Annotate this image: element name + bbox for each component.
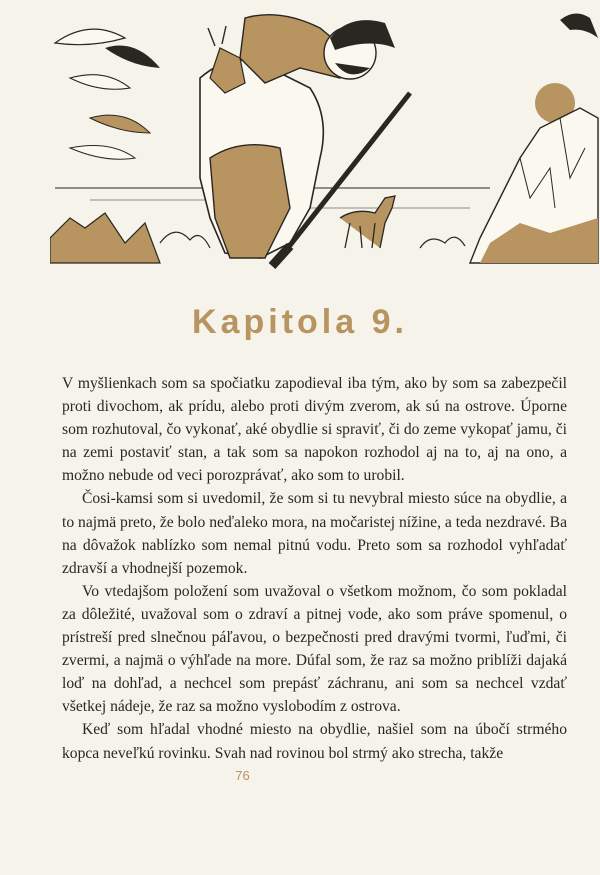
paragraph: Čosi-kamsi som si uvedomil, že som si tu nevybral miesto súce na obydlie, a to najmä preto, že bolo neďaleko mora, na močaristej nížine, a teda nezdravé. Ba na dôvažok nablízko som nemal pitnú vodu. Preto som sa rozhodol vyhľadať zdravší a vhodnejší pozemok. <box>62 490 567 577</box>
chapter-title: Kapitola 9. <box>192 303 408 341</box>
chapter-text <box>62 372 567 765</box>
page-number: 76 <box>235 768 250 783</box>
paragraph: Keď som hľadal vhodné miesto na obydlie, našiel som na úbočí strmého kopca neveľkú rovinku. Svah nad rovinou bol strmý ako strecha, takže <box>62 721 567 762</box>
paragraph: Vo vtedajšom položení som uvažoval o všetkom možnom, čo som pokladal za dôležité, uvažoval som o zdraví a pitnej vode, ako som práve spomenul, o prístreší pred slnečnou páľavou, o bezpečnosti pred dravými tvormi, ľuďmi, či zvermi, a najmä o výhľade na more. Dúfal som, že raz sa možno priblíži dajaká loď na dohľad, a nechcel som prepásť záchranu, ani som sa nechcel vzdať všetkej nádeje, že raz sa možno vyslobodím z ostrova. <box>62 582 567 716</box>
castaway-illustration <box>50 8 600 270</box>
paragraph: V myšlienkach som sa spočiatku zapodieval iba tým, ako by som sa zabezpečil proti divochom, ak prídu, alebo proti divým zverom, ak sú na ostrove. Úporne som rozhutoval, čo vykonať, aké obydlie si spraviť, či do zeme vykopať jamu, či na zemi postaviť stan, a tak som sa napokon rozhodol aj na to, aj na ono, a možno nebude od veci porozprávať, ako som to urobil. <box>62 375 567 485</box>
